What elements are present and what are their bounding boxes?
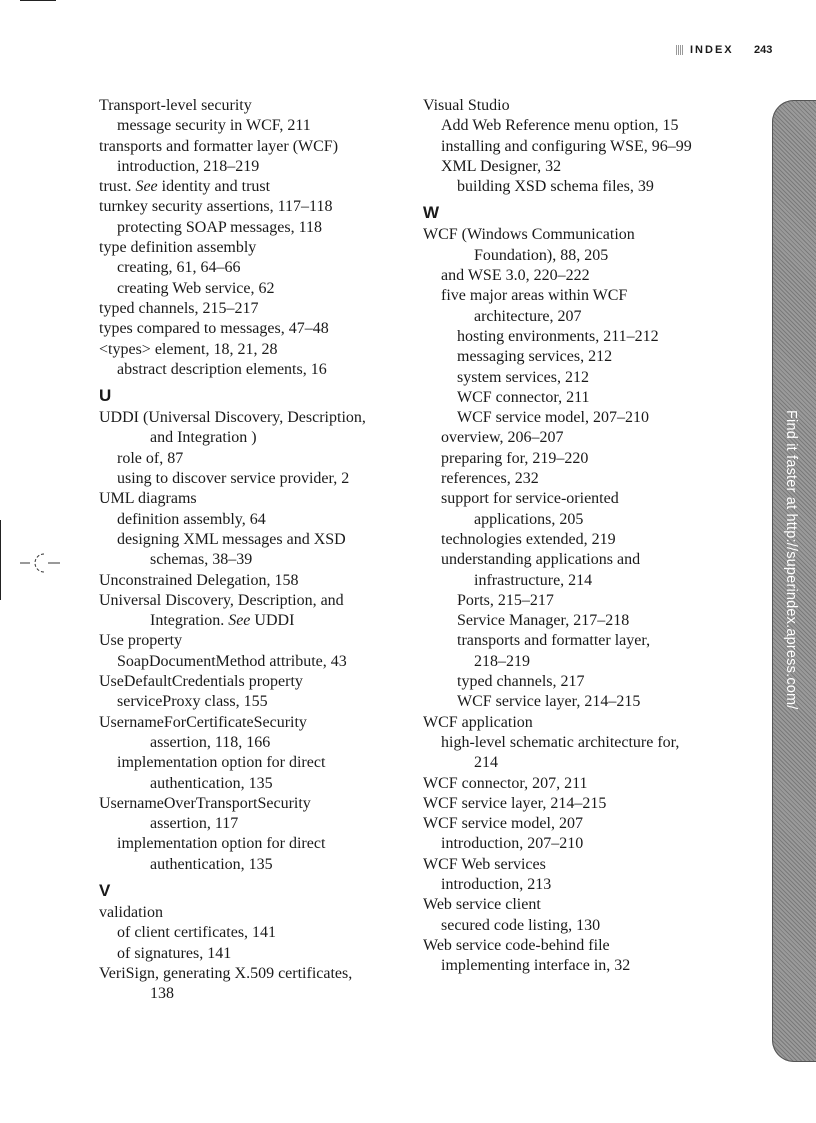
index-entry: Transport-level security [99, 97, 252, 114]
index-column-right [423, 96, 753, 976]
index-entry: creating Web service, 62 [117, 279, 275, 297]
index-entry: preparing for, 219–220 [441, 449, 589, 467]
index-entry: type definition assembly [99, 239, 257, 257]
index-entry: messaging services, 212 [457, 348, 613, 366]
index-entry: secured code listing, 130 [441, 916, 601, 934]
index-entry: definition assembly, 64 [117, 510, 266, 528]
index-entry: assertion, 117 [150, 815, 239, 833]
index-entry: VeriSign, generating X.509 certificates, [99, 964, 353, 982]
index-entry: WCF connector, 211 [457, 388, 590, 406]
index-entry: technologies extended, 219 [441, 530, 616, 548]
index-entry: creating, 61, 64–66 [117, 259, 241, 277]
index-entry: transports and formatter layer, [457, 632, 651, 650]
index-entry: introduction, 218–219 [117, 157, 260, 175]
index-entry: Foundation), 88, 205 [474, 246, 609, 264]
entry-text: trust. [99, 178, 136, 196]
index-entry: and Integration ) [150, 429, 257, 447]
index-entry: Universal Discovery, Description, and [99, 591, 344, 609]
index-entry: role of, 87 [117, 449, 184, 467]
index-entry: WCF service model, 207 [423, 815, 583, 833]
index-letter-heading: U [99, 386, 112, 406]
index-entry: high-level schematic architecture for, [441, 733, 680, 751]
index-entry: Add Web Reference menu option, 15 [441, 117, 679, 135]
index-entry: typed channels, 217 [457, 673, 585, 691]
index-entry: of client certificates, 141 [117, 924, 277, 942]
index-entry: Visual Studio [423, 97, 510, 114]
index-letter-heading: V [99, 880, 111, 900]
index-entry: Web service code-behind file [423, 936, 610, 954]
index-entry: installing and configuring WSE, 96–99 [441, 137, 692, 155]
index-entry: references, 232 [441, 470, 539, 488]
index-entry: WCF connector, 207, 211 [423, 774, 588, 792]
index-entry: turnkey security assertions, 117–118 [99, 198, 333, 216]
index-entry: designing XML messages and XSD [117, 530, 346, 548]
index-entry: support for service-oriented [441, 490, 619, 508]
index-entry: introduction, 213 [441, 875, 552, 893]
see-reference: See [135, 178, 158, 196]
index-entry: message security in WCF, 211 [117, 117, 311, 135]
index-entry: architecture, 207 [474, 307, 582, 325]
index-entry: UDDI (Universal Discovery, Description, [99, 409, 366, 427]
index-entry: WCF Web services [423, 855, 546, 873]
crop-mark-top [20, 0, 56, 1]
index-entry: schemas, 38–39 [150, 551, 253, 569]
index-entry: 214 [474, 754, 498, 772]
index-letter-heading: W [423, 203, 440, 223]
index-entry: understanding applications and [441, 551, 641, 569]
index-entry: authentication, 135 [150, 855, 273, 873]
index-entry: assertion, 118, 166 [150, 733, 271, 751]
header-section: INDEX [690, 44, 734, 56]
thumb-tab-text: Find it faster at http://superindex.apress.com/ [783, 410, 799, 710]
entry-text-rest: identity and trust [157, 178, 271, 196]
index-entry: infrastructure, 214 [474, 571, 593, 589]
page-number: 243 [754, 44, 773, 56]
index-entry: introduction, 207–210 [441, 835, 584, 853]
registration-mark-icon [18, 550, 62, 576]
index-entry: authentication, 135 [150, 774, 273, 792]
index-entry: serviceProxy class, 155 [117, 693, 268, 711]
header-bar-icon [676, 45, 684, 55]
index-entry: implementing interface in, 32 [441, 957, 631, 975]
entry-text-rest: UDDI [250, 612, 295, 630]
index-entry: 218–219 [474, 652, 530, 670]
index-entry: protecting SOAP messages, 118 [117, 218, 323, 236]
index-entry: Service Manager, 217–218 [457, 612, 630, 630]
index-entry: abstract description elements, 16 [117, 360, 327, 378]
index-entry: WCF service layer, 214–215 [423, 794, 607, 812]
index-entry: five major areas within WCF [441, 287, 628, 305]
index-entry: Use property [99, 632, 183, 650]
crop-mark-left [0, 520, 1, 600]
index-entry: UseDefaultCredentials property [99, 673, 303, 691]
index-entry: system services, 212 [457, 368, 589, 386]
running-header [676, 44, 773, 56]
entry-text: Integration. [150, 612, 229, 630]
index-entry [99, 611, 409, 631]
index-entry: WCF (Windows Communication [423, 226, 635, 244]
index-entry: <types> element, 18, 21, 28 [99, 340, 278, 358]
index-entry: WCF service model, 207–210 [457, 409, 649, 427]
index-entry: UML diagrams [99, 490, 197, 508]
index-entry: overview, 206–207 [441, 429, 564, 447]
index-entry: using to discover service provider, 2 [117, 470, 350, 488]
index-entry: Unconstrained Delegation, 158 [99, 571, 299, 589]
index-entry: XML Designer, 32 [441, 157, 562, 175]
index-entry: of signatures, 141 [117, 944, 232, 962]
index-entry: transports and formatter layer (WCF) [99, 137, 339, 155]
index-entry: hosting environments, 211–212 [457, 327, 659, 345]
index-entry: Ports, 215–217 [457, 591, 554, 609]
index-entry: implementation option for direct [117, 835, 326, 853]
index-entry: SoapDocumentMethod attribute, 43 [117, 652, 347, 670]
see-reference: See [228, 612, 251, 630]
index-entry: 138 [150, 985, 174, 1003]
index-entry: Web service client [423, 896, 541, 914]
index-entry: WCF service layer, 214–215 [457, 693, 641, 711]
index-entry: validation [99, 903, 163, 921]
index-entry: UsernameOverTransportSecurity [99, 794, 311, 812]
index-entry: applications, 205 [474, 510, 584, 528]
index-entry: UsernameForCertificateSecurity [99, 713, 307, 731]
index-entry: implementation option for direct [117, 754, 326, 772]
index-entry: types compared to messages, 47–48 [99, 320, 329, 338]
index-entry: WCF application [423, 713, 533, 731]
index-entry: building XSD schema files, 39 [457, 178, 654, 196]
index-entry: and WSE 3.0, 220–222 [441, 267, 590, 285]
index-entry [99, 177, 409, 197]
index-entry: typed channels, 215–217 [99, 299, 259, 317]
index-column-left [99, 96, 409, 1004]
